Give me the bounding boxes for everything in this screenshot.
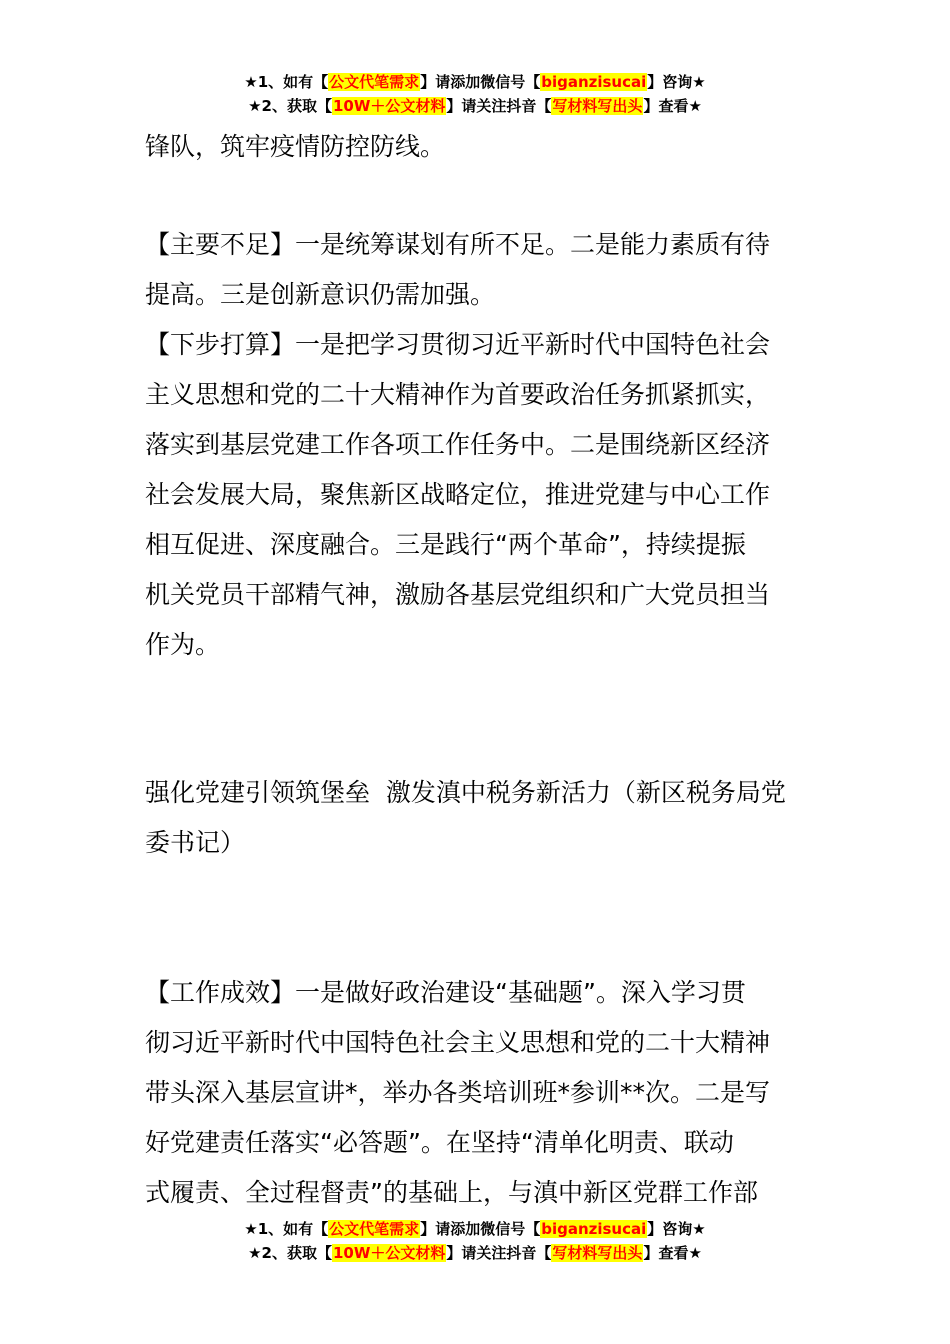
star-icon: ★ [248, 97, 262, 115]
highlight-service: 公文代笔需求 [329, 73, 420, 91]
banner-text: 2、获取【 [261, 97, 332, 115]
banner-text: 2、获取【 [261, 1244, 332, 1262]
header-banner [0, 70, 950, 118]
paragraph-continuation [145, 122, 807, 172]
paragraph-achievements [145, 968, 807, 1218]
text-line: 强化党建引领筑堡垒 激发滇中税务新活力（新区税务局党 [145, 778, 786, 807]
text-line: 【下步打算】一是把学习贯彻习近平新时代中国特色社会 [145, 330, 771, 359]
text-line: 好党建责任落实“必答题”。在坚持“清单化明责、联动 [145, 1128, 734, 1157]
text-line: 锋队，筑牢疫情防控防线。 [145, 132, 446, 161]
text-line: 相互促进、深度融合。三是践行“两个革命”，持续提振 [145, 530, 746, 559]
text-line: 委书记） [145, 828, 246, 857]
banner-text: 】查看★ [643, 1244, 702, 1262]
text-line: 机关党员干部精气神，激励各基层党组织和广大党员担当 [145, 580, 771, 609]
highlight-douyin: 写材料写出头 [552, 97, 643, 115]
highlight-materials: 10W＋公文材料 [332, 97, 446, 115]
star-icon: ★ [244, 73, 258, 91]
banner-line-2 [0, 1241, 950, 1265]
banner-line-1 [0, 70, 950, 94]
text-line: 彻习近平新时代中国特色社会主义思想和党的二十大精神 [145, 1028, 771, 1057]
highlight-wechat-id: biganzisucai [541, 1220, 647, 1238]
text-line: 式履责、全过程督责”的基础上，与滇中新区党群工作部 [145, 1178, 758, 1207]
footer-banner [0, 1217, 950, 1265]
highlight-douyin: 写材料写出头 [552, 1244, 643, 1262]
highlight-materials: 10W＋公文材料 [332, 1244, 446, 1262]
text-line: 【主要不足】一是统筹谋划有所不足。二是能力素质有待 [145, 230, 771, 259]
banner-text: 】请添加微信号【 [420, 1220, 541, 1238]
highlight-service: 公文代笔需求 [329, 1220, 420, 1238]
banner-text: 】请添加微信号【 [420, 73, 541, 91]
text-line: 【工作成效】一是做好政治建设“基础题”。深入学习贯 [145, 978, 746, 1007]
star-icon: ★ [248, 1244, 262, 1262]
text-line: 落实到基层党建工作各项工作任务中。二是围绕新区经济 [145, 430, 771, 459]
banner-text: 1、如有【 [257, 73, 329, 91]
banner-text: 1、如有【 [257, 1220, 329, 1238]
text-line: 带头深入基层宣讲*，举办各类培训班*参训**次。二是写 [145, 1078, 771, 1107]
banner-text: 】查看★ [643, 97, 702, 115]
banner-text: 】咨询★ [647, 1220, 706, 1238]
text-line: 社会发展大局，聚焦新区战略定位，推进党建与中心工作 [145, 480, 771, 509]
paragraph-next-steps [145, 320, 807, 670]
banner-line-1 [0, 1217, 950, 1241]
banner-line-2 [0, 94, 950, 118]
highlight-wechat-id: biganzisucai [541, 73, 647, 91]
banner-text: 】咨询★ [647, 73, 706, 91]
paragraph-shortcomings [145, 220, 807, 320]
banner-text: 】请关注抖音【 [446, 1244, 552, 1262]
star-icon: ★ [244, 1220, 258, 1238]
text-line: 主义思想和党的二十大精神作为首要政治任务抓紧抓实， [145, 380, 771, 409]
text-line: 作为。 [145, 630, 221, 659]
section-heading [145, 768, 807, 868]
text-line: 提高。三是创新意识仍需加强。 [145, 280, 496, 309]
banner-text: 】请关注抖音【 [446, 97, 552, 115]
